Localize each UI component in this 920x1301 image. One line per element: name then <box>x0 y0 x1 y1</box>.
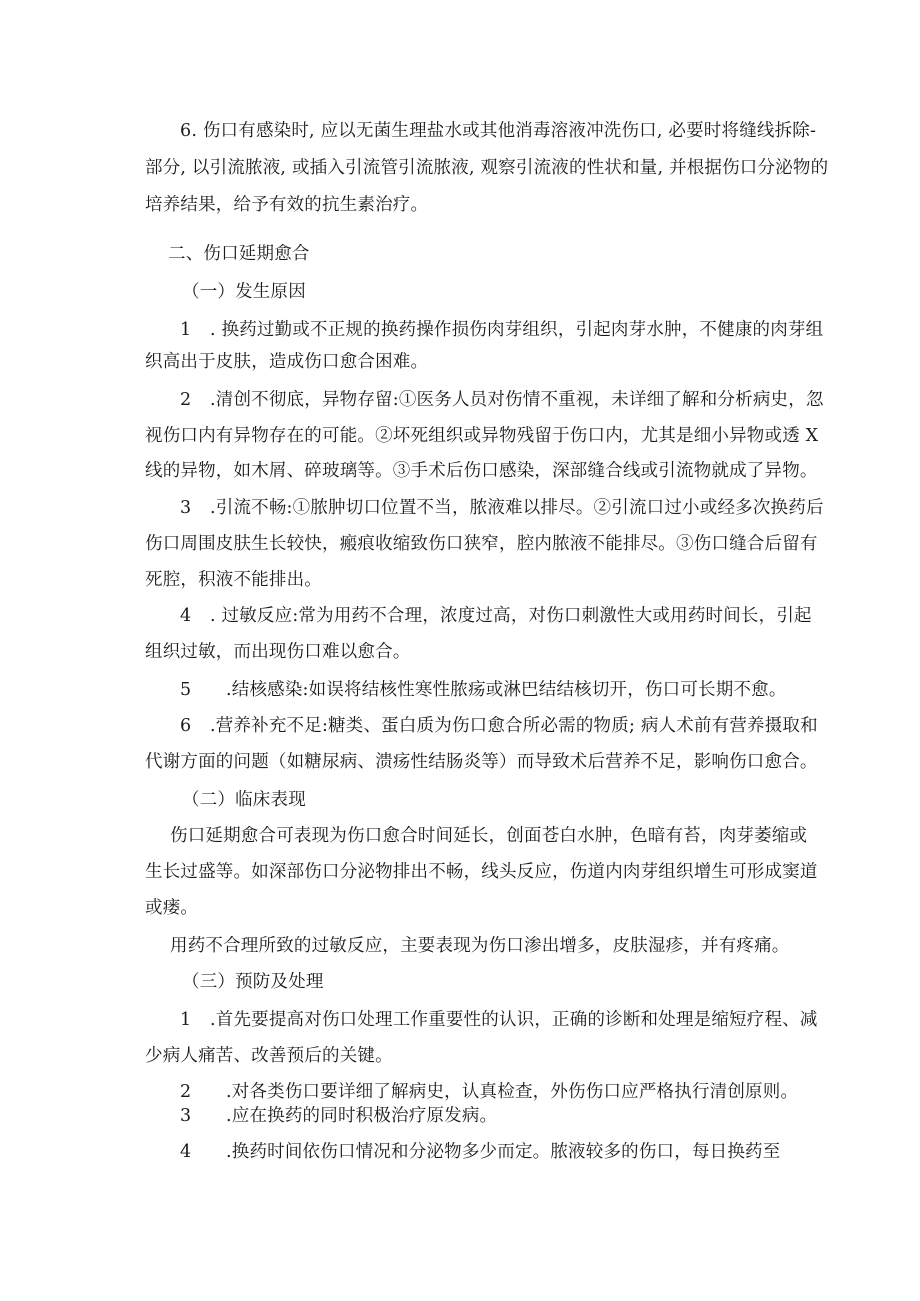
text-line: 代谢方面的问题（如糖尿病、溃疡性结肠炎等）而导致术后营养不足，影响伤口愈合。 <box>145 752 818 772</box>
item-number: 1 <box>180 1010 192 1030</box>
item-number: 6 <box>180 716 192 736</box>
subsection-heading: （二）临床表现 <box>182 790 306 810</box>
text-line: 死腔，积液不能排出。 <box>145 570 322 590</box>
item-text: . 过敏反应:常为用药不合理，浓度过高，对伤口刺激性大或用药时间长，引起 <box>210 606 812 626</box>
list-item <box>180 1009 818 1031</box>
item-number: 1 <box>180 320 192 340</box>
item-number: 3 <box>180 1106 192 1126</box>
list-item <box>180 715 818 737</box>
item-text: . 换药过勤或不正规的换药操作损伤肉芽组织，引起肉芽水肿，不健康的肉芽组 <box>210 320 824 340</box>
item-number: 2 <box>180 1082 192 1102</box>
list-item <box>180 319 823 341</box>
item-text: .结核感染:如误将结核性寒性脓疡或淋巴结结核切开，伤口可长期不愈。 <box>226 680 787 700</box>
text-line: 培养结果，给予有效的抗生素治疗。 <box>145 195 429 215</box>
section-heading: 二、伤口延期愈合 <box>168 244 310 264</box>
subsection-heading: （一）发生原因 <box>182 282 306 302</box>
item-text: .换药时间依伤口情况和分泌物多少而定。脓液较多的伤口，每日换药至 <box>226 1142 781 1162</box>
text-line: 少病人痛苦、改善预后的关键。 <box>145 1046 393 1066</box>
text-line: 部分, 以引流脓液, 或插入引流管引流脓液, 观察引流液的性状和量, 并根据伤口分泌物的 <box>145 158 829 178</box>
text-line: 视伤口内有异物存在的可能。②坏死组织或异物残留于伤口内，尤其是细小异物或透 X <box>145 426 819 446</box>
list-item <box>180 605 812 627</box>
text-line: 组织过敏，而出现伤口难以愈合。 <box>145 642 411 662</box>
list-item <box>180 1141 780 1163</box>
list-item <box>180 1081 798 1103</box>
text-line: 用药不合理所致的过敏反应，主要表现为伤口渗出增多，皮肤湿疹，并有疼痛。 <box>170 936 790 956</box>
item-text: .首先要提高对伤口处理工作重要性的认识，正确的诊断和处理是缩短疗程、减 <box>210 1010 818 1030</box>
item-number: 4 <box>180 606 192 626</box>
list-item <box>180 1105 497 1127</box>
text-line: 伤口周围皮肤生长较快，瘢痕收缩致伤口狭窄，腔内脓液不能排尽。③伤口缝合后留有 <box>145 534 818 554</box>
list-item <box>180 679 787 701</box>
item-text: .营养补充不足:糖类、蛋白质为伤口愈合所必需的物质; 病人术前有营养摄取和 <box>210 716 818 736</box>
item-text: .清创不彻底，异物存留:①医务人员对伤情不重视，未详细了解和分析病史，忽 <box>210 390 824 410</box>
text-line: 生长过盛等。如深部伤口分泌物排出不畅，线头反应，伤道内肉芽组织增生可形成窦道 <box>145 862 818 882</box>
text-line: 线的异物，如木屑、碎玻璃等。③手术后伤口感染，深部缝合线或引流物就成了异物。 <box>145 461 818 481</box>
text-line: 6. 伤口有感染时, 应以无菌生理盐水或其他消毒溶液冲洗伤口, 必要时将缝线拆除- <box>180 121 817 141</box>
item-text: .对各类伤口要详细了解病史，认真检查，外伤伤口应严格执行清创原则。 <box>226 1082 799 1102</box>
text-line: 或瘘。 <box>145 898 199 918</box>
text-line: 织高出于皮肤，造成伤口愈合困难。 <box>145 352 429 372</box>
text-line: 伤口延期愈合可表现为伤口愈合时间延长，创面苍白水肿，色暗有苔，肉芽萎缩或 <box>170 826 808 846</box>
item-number: 2 <box>180 390 192 410</box>
item-text: .应在换药的同时积极治疗原发病。 <box>226 1106 498 1126</box>
item-text: .引流不畅:①脓肿切口位置不当，脓液难以排尽。②引流口过小或经多次换药后 <box>210 498 824 518</box>
item-number: 5 <box>180 680 192 700</box>
list-item <box>180 389 824 411</box>
list-item <box>180 497 824 519</box>
item-number: 4 <box>180 1142 192 1162</box>
subsection-heading: （三）预防及处理 <box>182 972 324 992</box>
item-number: 3 <box>180 498 192 518</box>
